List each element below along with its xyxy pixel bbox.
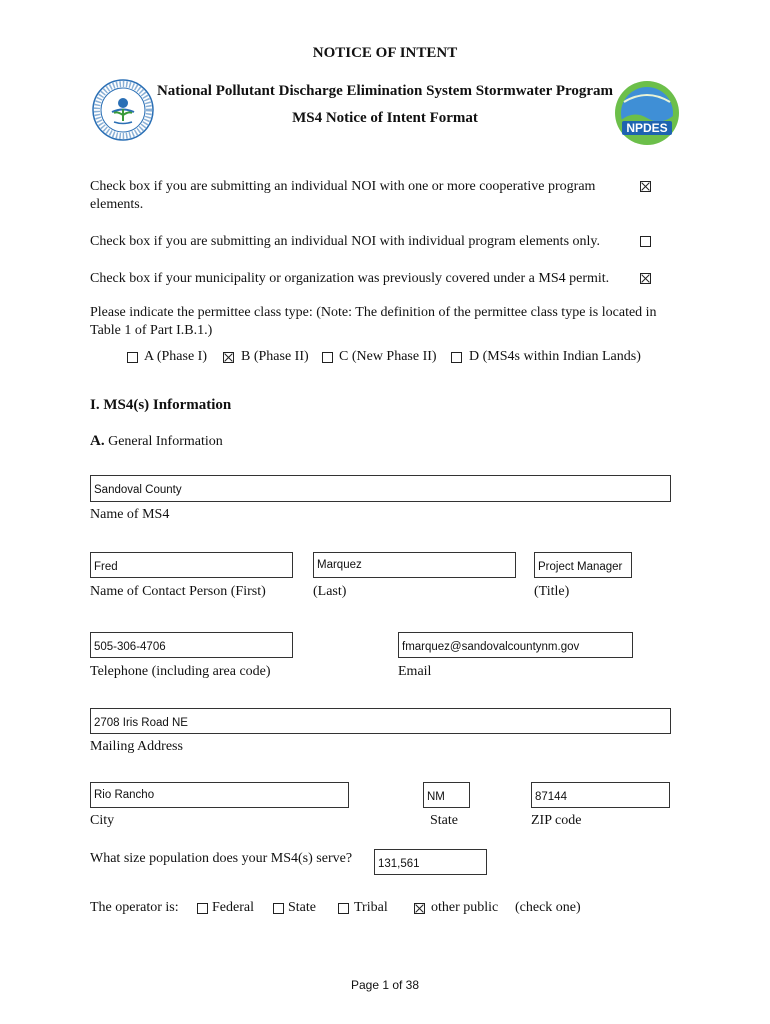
checkbox-cooperative[interactable] xyxy=(640,181,651,192)
class-a-label: A (Phase I) xyxy=(144,349,207,364)
ms4-name-field[interactable]: Sandoval County xyxy=(90,475,671,502)
telephone-label: Telephone (including area code) xyxy=(90,664,271,679)
subsection-heading xyxy=(90,433,223,450)
program-title: National Pollutant Discharge Elimination System Stormwater Program xyxy=(156,83,614,99)
contact-title-field[interactable]: Project Manager xyxy=(534,552,632,578)
email-label: Email xyxy=(398,664,432,679)
contact-first-field[interactable]: Fred xyxy=(90,552,293,578)
population-label: What size population does your MS4(s) serve? xyxy=(90,851,353,866)
ms4-name-label: Name of MS4 xyxy=(90,507,170,522)
subsection-letter: A. xyxy=(90,433,105,449)
format-title: MS4 Notice of Intent Format xyxy=(292,110,478,126)
operator-state-label: State xyxy=(288,900,316,915)
page-number: Page 1 of 38 xyxy=(350,978,420,992)
telephone-field[interactable]: 505-306-4706 xyxy=(90,632,293,658)
check-text-individual: Check box if you are submitting an individual NOI with individual program elements only. xyxy=(90,234,601,249)
state-label: State xyxy=(430,813,458,828)
npdes-logo-icon xyxy=(614,80,680,146)
zip-field[interactable]: 87144 xyxy=(531,782,670,808)
mailing-address-field[interactable]: 2708 Iris Road NE xyxy=(90,708,671,734)
city-field[interactable]: Rio Rancho xyxy=(90,782,349,808)
section-heading: I. MS4(s) Information xyxy=(90,397,232,413)
check-text-previous: Check box if your municipality or organization was previously covered under a MS4 permit. xyxy=(90,271,610,286)
checkbox-class-c[interactable] xyxy=(322,352,333,363)
epa-seal-icon xyxy=(92,79,154,141)
permittee-instruction: Please indicate the permittee class type: (Note: The definition of the permittee class type is located in Table 1 of Part I.B.1.) xyxy=(90,305,657,338)
operator-federal-label: Federal xyxy=(212,900,254,915)
class-b-label: B (Phase II) xyxy=(241,349,309,364)
state-field[interactable]: NM xyxy=(423,782,470,808)
page-title: NOTICE OF INTENT xyxy=(312,45,458,61)
email-field[interactable]: fmarquez@sandovalcountynm.gov xyxy=(398,632,633,658)
checkbox-operator-state[interactable] xyxy=(273,903,284,914)
class-c-label: C (New Phase II) xyxy=(339,349,437,364)
checkbox-class-d[interactable] xyxy=(451,352,462,363)
operator-label: The operator is: xyxy=(90,900,179,915)
checkbox-previous[interactable] xyxy=(640,273,651,284)
checkbox-operator-tribal[interactable] xyxy=(338,903,349,914)
checkbox-class-a[interactable] xyxy=(127,352,138,363)
checkbox-individual[interactable] xyxy=(640,236,651,247)
zip-label: ZIP code xyxy=(531,813,582,828)
npdes-logo-text: NPDES xyxy=(622,121,672,135)
operator-suffix: (check one) xyxy=(515,900,581,915)
operator-other-public-label: other public xyxy=(431,900,499,915)
mailing-address-label: Mailing Address xyxy=(90,739,183,754)
checkbox-operator-other-public[interactable] xyxy=(414,903,425,914)
contact-title-label: (Title) xyxy=(534,584,570,599)
population-field[interactable]: 131,561 xyxy=(374,849,487,875)
checkbox-class-b[interactable] xyxy=(223,352,234,363)
contact-last-field[interactable]: Marquez xyxy=(313,552,516,578)
subsection-text: General Information xyxy=(108,434,223,449)
contact-first-label: Name of Contact Person (First) xyxy=(90,584,266,599)
operator-tribal-label: Tribal xyxy=(354,900,388,915)
class-d-label: D (MS4s within Indian Lands) xyxy=(469,349,641,364)
contact-last-label: (Last) xyxy=(313,584,347,599)
checkbox-operator-federal[interactable] xyxy=(197,903,208,914)
city-label: City xyxy=(90,813,115,828)
check-text-cooperative: Check box if you are submitting an individual NOI with one or more cooperative program elements. xyxy=(90,179,596,212)
